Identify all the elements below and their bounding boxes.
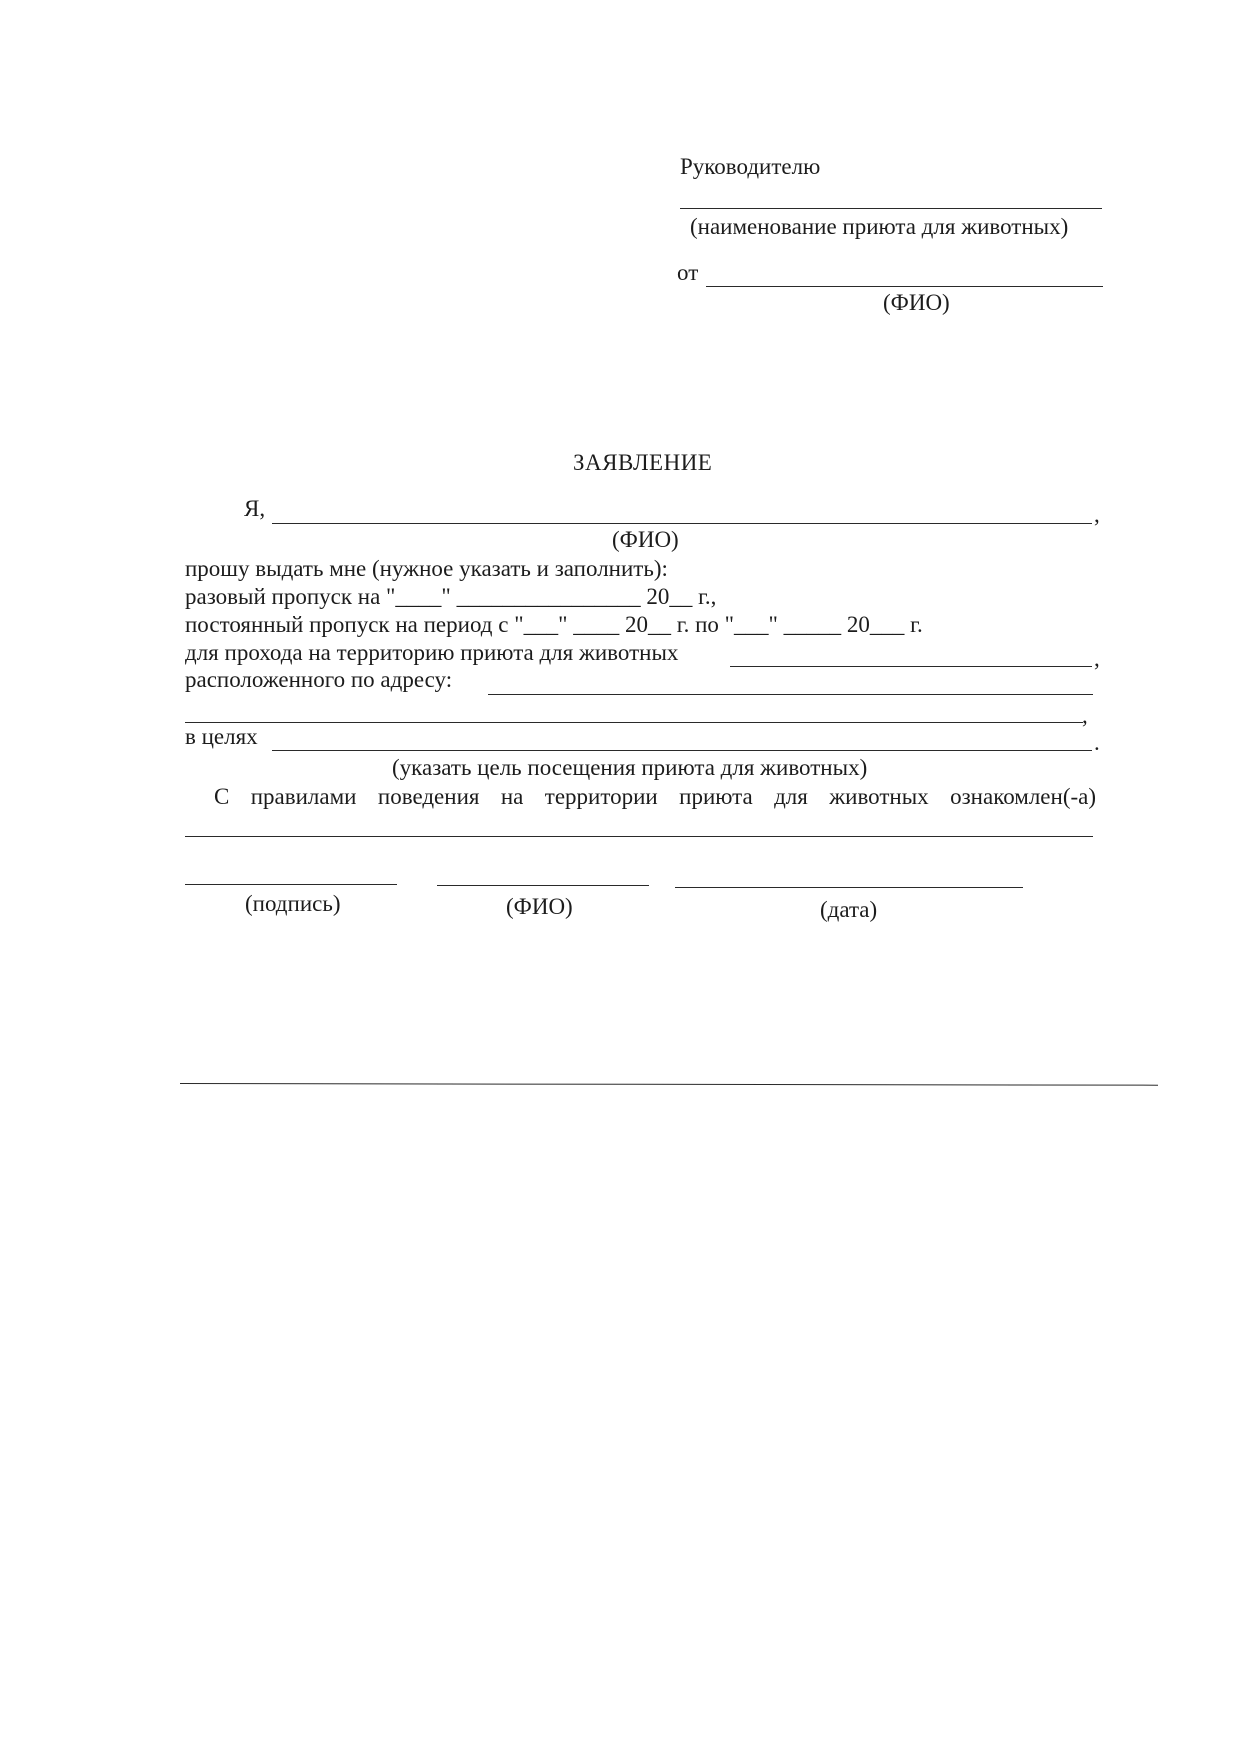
rules-word: на [500, 784, 524, 809]
purpose-field[interactable] [272, 750, 1092, 751]
ya-label: Я, [244, 496, 266, 521]
applicant-fio-field[interactable] [272, 523, 1092, 524]
single-pass-line[interactable]: разовый пропуск на "____" ________________ 20__ г., [185, 584, 717, 609]
rules-acknowledgement [214, 784, 1096, 810]
applicant-fio-caption: (ФИО) [612, 527, 679, 552]
passage-label: для прохода на территорию приюта для животных [185, 640, 679, 665]
signature-field[interactable] [185, 884, 397, 885]
ya-comma: , [1094, 502, 1100, 527]
address-field-1[interactable] [488, 694, 1093, 695]
address-comma: , [1082, 703, 1088, 728]
signature-fio-caption: (ФИО) [506, 894, 573, 919]
passage-shelter-field[interactable] [730, 666, 1092, 667]
address-field-2[interactable] [185, 722, 1083, 723]
rules-word: поведения [377, 784, 480, 809]
rules-word: С [214, 784, 230, 809]
from-label: от [677, 260, 699, 285]
rules-word: территории [544, 784, 658, 809]
request-line: прошу выдать мне (нужное указать и заполнить): [185, 556, 668, 581]
purpose-label: в целях [185, 724, 258, 749]
shelter-name-field[interactable] [680, 208, 1102, 209]
rules-word: ознакомлен(-а) [950, 784, 1096, 809]
document-title: ЗАЯВЛЕНИЕ [573, 450, 713, 475]
to-label: Руководителю [680, 154, 821, 179]
rules-word: правилами [250, 784, 357, 809]
purpose-dot: . [1094, 730, 1100, 755]
from-fio-caption: (ФИО) [883, 290, 950, 315]
signature-fio-field[interactable] [437, 885, 649, 886]
address-label: расположенного по адресу: [185, 667, 453, 692]
from-fio-field[interactable] [706, 286, 1103, 287]
rules-word: для [774, 784, 808, 809]
rules-word: животных [829, 784, 929, 809]
rules-field[interactable] [185, 836, 1093, 837]
signature-caption: (подпись) [245, 891, 341, 916]
signature-date-caption: (дата) [820, 897, 878, 922]
rules-word: приюта [679, 784, 753, 809]
purpose-caption: (указать цель посещения приюта для животных) [392, 755, 868, 780]
passage-comma: , [1094, 646, 1100, 671]
bottom-divider [180, 1083, 1158, 1086]
signature-date-field[interactable] [675, 887, 1023, 888]
shelter-name-caption: (наименование приюта для животных) [690, 214, 1069, 239]
permanent-pass-line[interactable]: постоянный пропуск на период с "___" ____ 20__ г. по "___" _____ 20___ г. [185, 612, 923, 637]
